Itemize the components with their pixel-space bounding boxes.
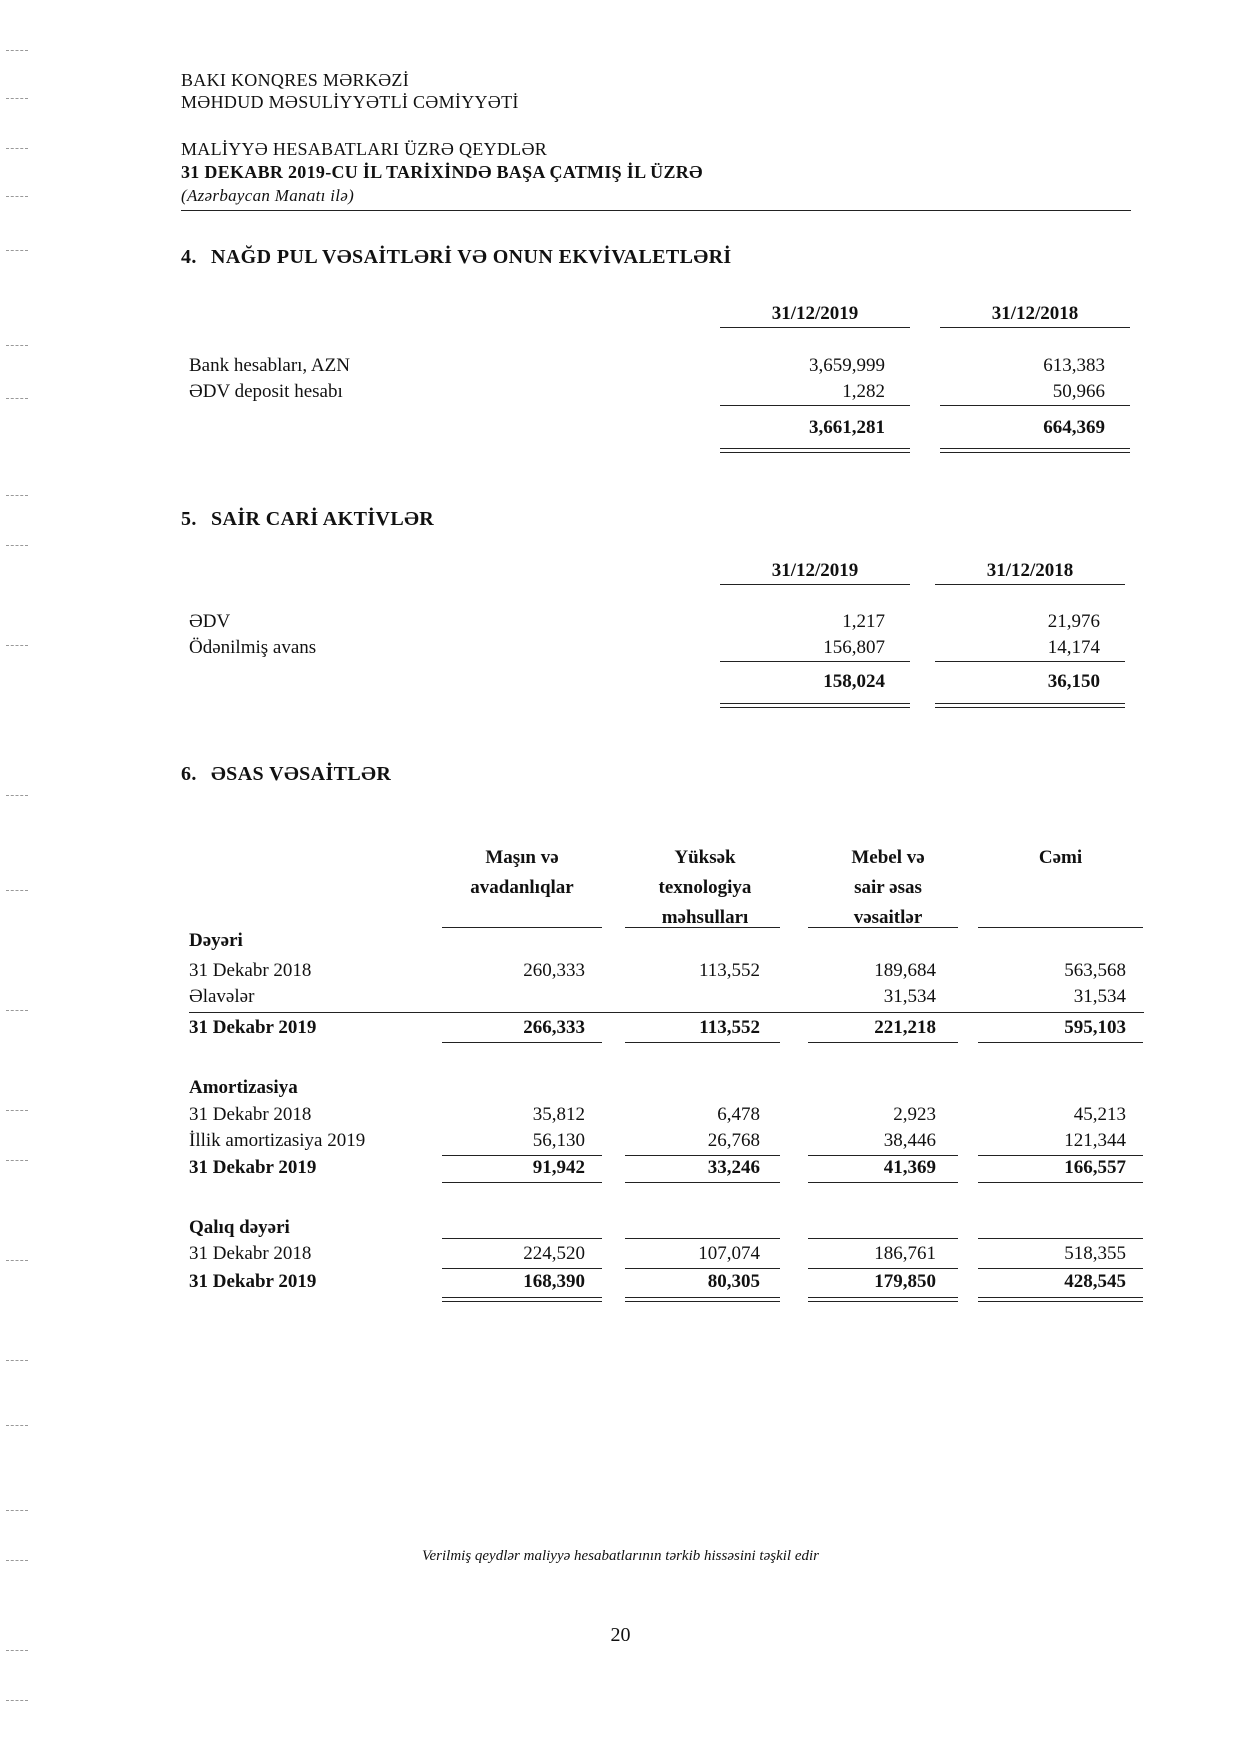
section4-col-2019: 31/12/2019 [771, 303, 859, 324]
cost-value: 563,568 [1064, 960, 1126, 981]
residual-total-value: 80,305 [707, 1271, 760, 1292]
section5-title [181, 508, 434, 531]
depreciation-row-label: İllik amortizasiya 2019 [189, 1130, 366, 1151]
subtotal-line [442, 1155, 602, 1156]
section5-row-value: 156,807 [823, 637, 885, 658]
total-line [978, 1182, 1143, 1183]
col-header-line: sair əsas [854, 877, 922, 898]
total-double-line [978, 1297, 1143, 1302]
section4-row-label: ƏDV deposit hesabı [189, 381, 343, 402]
cost-value: 260,333 [523, 960, 585, 981]
section4-number: 4. [181, 246, 197, 268]
margin-mark [6, 98, 28, 99]
margin-mark [6, 1425, 28, 1426]
subtotal-line [978, 1155, 1143, 1156]
margin-mark [6, 345, 28, 346]
currency-note: (Azərbaycan Manatı ilə) [181, 186, 355, 205]
section4-row-value: 613,383 [1043, 355, 1105, 376]
company-name-line1: BAKI KONQRES MƏRKƏZİ [181, 70, 410, 90]
col-header-line: avadanlıqlar [470, 877, 574, 898]
section5-total: 158,024 [823, 671, 885, 692]
col-header-line: Yüksək [674, 847, 736, 868]
residual-total-value: 179,850 [874, 1271, 936, 1292]
document-title-line2: 31 DEKABR 2019-CU İL TARİXİNDƏ BAŞA ÇATMIŞ İL ÜZRƏ [181, 162, 703, 182]
depreciation-heading: Amortizasiya [189, 1077, 298, 1098]
fixed-assets-col-header [978, 843, 1143, 873]
margin-mark [6, 1260, 28, 1261]
residual-row-label: 31 Dekabr 2018 [189, 1243, 312, 1264]
cost-value: 31,534 [883, 986, 936, 1007]
depreciation-value: 6,478 [717, 1104, 760, 1125]
depreciation-value: 121,344 [1064, 1130, 1126, 1151]
col-underline [720, 327, 910, 328]
subtotal-line [978, 1268, 1143, 1269]
section6-title [181, 763, 391, 786]
residual-value: 224,520 [523, 1243, 585, 1264]
margin-mark [6, 1110, 28, 1111]
section5-row-value: 1,217 [842, 611, 885, 632]
section4-row-value: 50,966 [1052, 381, 1105, 402]
total-double-line [625, 1297, 780, 1302]
header-divider [181, 210, 1131, 211]
margin-mark [6, 1510, 28, 1511]
cost-heading: Dəyəri [189, 930, 243, 951]
cost-total-value: 266,333 [523, 1017, 585, 1038]
depreciation-value: 45,213 [1073, 1104, 1126, 1125]
section4-total: 3,661,281 [809, 417, 885, 438]
section4-row-value: 3,659,999 [809, 355, 885, 376]
total-double-line [940, 448, 1130, 453]
section4-row-value: 1,282 [842, 381, 885, 402]
page-number: 20 [610, 1624, 631, 1646]
col-underline [625, 927, 780, 928]
section4-title [181, 246, 732, 269]
subtotal-line [940, 405, 1130, 406]
col-header-line: Cəmi [1038, 847, 1083, 868]
residual-value: 518,355 [1064, 1243, 1126, 1264]
depreciation-value: 38,446 [883, 1130, 936, 1151]
fixed-assets-col-header [625, 843, 785, 933]
col-underline [940, 327, 1130, 328]
col-underline [442, 927, 602, 928]
subtotal-line [720, 661, 910, 662]
depreciation-value: 35,812 [532, 1104, 585, 1125]
cost-row-label: Əlavələr [189, 986, 255, 1007]
margin-mark [6, 250, 28, 251]
col-header-line: Mebel və [851, 847, 925, 868]
margin-mark [6, 795, 28, 796]
fixed-assets-col-header [808, 843, 968, 933]
section5-row-label: Ödənilmiş avans [189, 637, 317, 658]
section5-row-label: ƏDV [189, 611, 231, 632]
total-line [808, 1042, 958, 1043]
margin-mark [6, 148, 28, 149]
margin-mark [6, 545, 28, 546]
document-title-line1: MALİYYƏ HESABATLARI ÜZRƏ QEYDLƏR [181, 139, 548, 159]
section4-row-label: Bank hesabları, AZN [189, 355, 350, 376]
depreciation-value: 26,768 [707, 1130, 760, 1151]
total-double-line [808, 1297, 958, 1302]
section5-col-2018: 31/12/2018 [986, 560, 1074, 581]
total-double-line [720, 448, 910, 453]
cost-total-value: 113,552 [699, 1017, 760, 1038]
cost-value: 31,534 [1073, 986, 1126, 1007]
depreciation-total-label: 31 Dekabr 2019 [189, 1157, 317, 1178]
total-line [625, 1182, 780, 1183]
depreciation-total-value: 91,942 [532, 1157, 585, 1178]
col-underline [935, 584, 1125, 585]
col-underline [720, 584, 910, 585]
section4-total: 664,369 [1043, 417, 1105, 438]
section5-row-value: 14,174 [1047, 637, 1100, 658]
cost-total-value: 221,218 [874, 1017, 936, 1038]
total-double-line [935, 703, 1125, 708]
section6-title-text: ƏSAS VƏSAİTLƏR [211, 763, 392, 785]
cost-value: 189,684 [874, 960, 936, 981]
margin-mark [6, 1700, 28, 1701]
footer-note: Verilmiş qeydlər maliyyə hesabatlarının tərkib hissəsini təşkil edir [421, 1548, 820, 1564]
col-underline [808, 1238, 958, 1239]
section5-number: 5. [181, 508, 197, 530]
total-double-line [720, 703, 910, 708]
col-underline [442, 1238, 602, 1239]
section5-total: 36,150 [1047, 671, 1100, 692]
col-underline [625, 1238, 780, 1239]
residual-total-value: 168,390 [523, 1271, 585, 1292]
col-underline [978, 1238, 1143, 1239]
margin-mark [6, 1010, 28, 1011]
residual-value: 186,761 [874, 1243, 936, 1264]
margin-mark [6, 495, 28, 496]
subtotal-line [935, 661, 1125, 662]
margin-mark [6, 196, 28, 197]
section4-col-2018: 31/12/2018 [991, 303, 1079, 324]
col-header-line: vəsaitlər [853, 907, 923, 928]
depreciation-total-value: 33,246 [707, 1157, 760, 1178]
subtotal-line [808, 1155, 958, 1156]
col-underline [978, 927, 1143, 928]
depreciation-value: 56,130 [532, 1130, 585, 1151]
section6-number: 6. [181, 763, 197, 785]
cost-total-value: 595,103 [1064, 1017, 1126, 1038]
margin-mark [6, 1650, 28, 1651]
depreciation-value: 2,923 [893, 1104, 936, 1125]
total-line [625, 1042, 780, 1043]
section5-row-value: 21,976 [1047, 611, 1100, 632]
residual-total-label: 31 Dekabr 2019 [189, 1271, 317, 1292]
subtotal-line [442, 1268, 602, 1269]
total-line [442, 1182, 602, 1183]
cost-row-label: 31 Dekabr 2018 [189, 960, 312, 981]
section4-title-text: NAĞD PUL VƏSAİTLƏRİ VƏ ONUN EKVİVALETLƏRİ [211, 246, 732, 268]
col-header-line: məhsulları [661, 907, 749, 928]
margin-mark [6, 1160, 28, 1161]
margin-mark [6, 398, 28, 399]
cost-value: 113,552 [698, 960, 760, 981]
cost-total-label: 31 Dekabr 2019 [189, 1017, 317, 1038]
margin-mark [6, 890, 28, 891]
depreciation-total-value: 41,369 [883, 1157, 936, 1178]
subtotal-line [625, 1268, 780, 1269]
subtotal-line [625, 1155, 780, 1156]
company-name-line2: MƏHDUD MƏSULİYYƏTLİ CƏMİYYƏTİ [181, 92, 519, 112]
total-line [978, 1042, 1143, 1043]
margin-mark [6, 50, 28, 51]
depreciation-row-label: 31 Dekabr 2018 [189, 1104, 312, 1125]
subtotal-line [808, 1268, 958, 1269]
subtotal-line [720, 405, 910, 406]
residual-heading: Qalıq dəyəri [189, 1217, 290, 1238]
depreciation-total-value: 166,557 [1064, 1157, 1126, 1178]
residual-value: 107,074 [698, 1243, 760, 1264]
total-line [808, 1182, 958, 1183]
residual-total-value: 428,545 [1064, 1271, 1126, 1292]
col-underline [808, 927, 958, 928]
section5-title-text: SAİR CARİ AKTİVLƏR [211, 508, 435, 530]
col-header-line: Maşın və [485, 847, 559, 868]
fixed-assets-col-header [442, 843, 602, 903]
total-line [442, 1042, 602, 1043]
col-header-line: texnologiya [658, 877, 752, 898]
section5-col-2019: 31/12/2019 [771, 560, 859, 581]
margin-mark [6, 645, 28, 646]
total-double-line [442, 1297, 602, 1302]
margin-mark [6, 1360, 28, 1361]
subtotal-line [189, 1012, 1144, 1013]
